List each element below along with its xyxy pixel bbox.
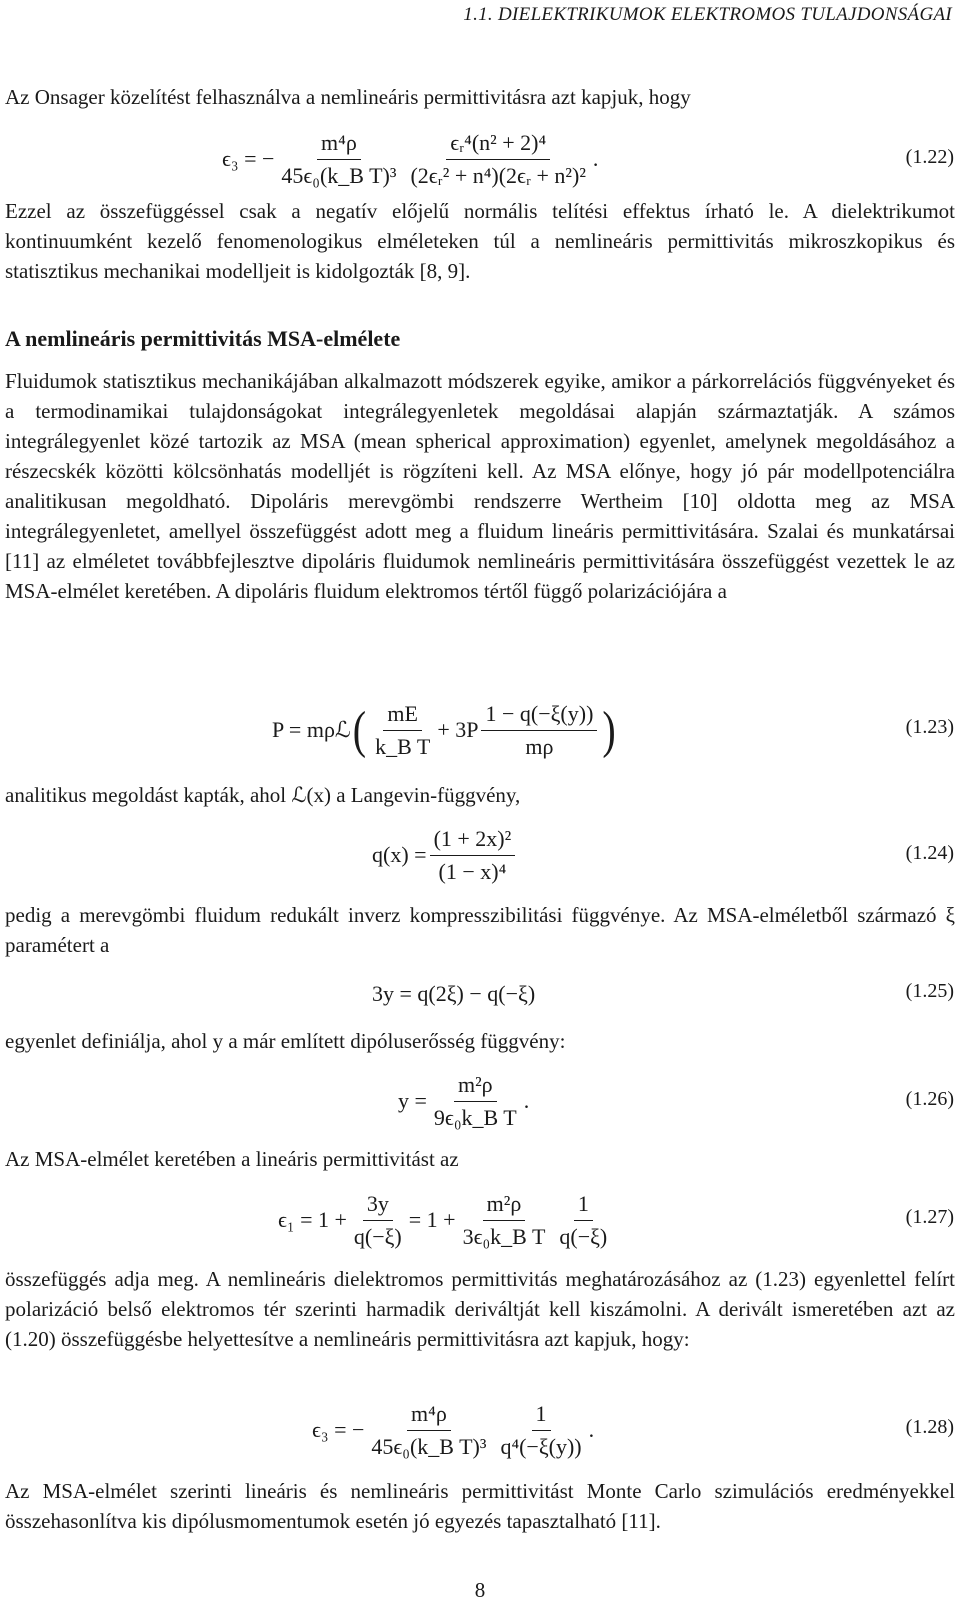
- eq22-number: (1.22): [905, 146, 954, 168]
- equation-1-23: [0, 692, 960, 768]
- eq27-f2-denominator: 3ϵ₀k_B T: [462, 1223, 546, 1249]
- eq27-mid: = 1 +: [408, 1207, 456, 1232]
- eq27-f1-numerator: 3y: [363, 1190, 393, 1221]
- eq23-lhs: P = mρℒ: [272, 717, 351, 742]
- eq23-f1-numerator: mE: [383, 700, 422, 731]
- eq26-number: (1.26): [905, 1088, 954, 1110]
- eq27-f1-denominator: q(−ξ): [353, 1223, 402, 1249]
- equation-1-25: [0, 976, 960, 1012]
- paragraph-telites: Ezzel az összefüggéssel csak a negatív előjelű normális telítési effektus írható le. A dielektrikumot kontinuumként kezelő fenomenologikus elméleteken túl a nemlineáris permittivitás mikroszkopikus és statisztikus mechanikai modelljeit is kidolgozták [8, 9].: [5, 199, 955, 283]
- eq22-fraction-2: [406, 129, 589, 190]
- eq27-f3-denominator: q(−ξ): [559, 1223, 608, 1249]
- equation-1-27: [0, 1184, 960, 1256]
- eq28-fraction-1: [367, 1400, 490, 1461]
- eq26-fraction: [430, 1071, 521, 1132]
- eq24-numerator: (1 + 2x)²: [430, 825, 516, 856]
- paragraph-langevin: analitikus megoldást kapták, ahol ℒ(x) a Langevin-függvény,: [5, 783, 521, 807]
- eq22-tail: .: [592, 146, 599, 171]
- eq28-f2-denominator: q⁴(−ξ(y)): [500, 1433, 582, 1459]
- eq27-fraction-3: [555, 1190, 611, 1251]
- eq26-numerator: m²ρ: [454, 1071, 497, 1102]
- running-head: 1.1. DIELEKTRIKUMOK ELEKTROMOS TULAJDONSÁGAI: [463, 4, 952, 25]
- eq23-f2-denominator: mρ: [525, 733, 554, 759]
- section-heading: A nemlineáris permittivitás MSA-elmélete: [5, 326, 401, 351]
- eq23-mid: + 3P: [437, 717, 479, 742]
- eq28-f1-numerator: m⁴ρ: [407, 1400, 451, 1431]
- paragraph-linearis: Az MSA-elmélet keretében a lineáris permittivitást az: [5, 1147, 459, 1171]
- eq26-lhs: y =: [398, 1088, 427, 1113]
- eq22-f1-numerator: m⁴ρ: [317, 129, 361, 160]
- eq26-denominator: 9ϵ₀k_B T: [433, 1104, 517, 1130]
- eq28-fraction-2: [496, 1400, 585, 1461]
- equation-1-26: [0, 1066, 960, 1136]
- eq26-tail: .: [523, 1088, 530, 1113]
- eq27-f2-numerator: m²ρ: [483, 1190, 526, 1221]
- eq23-f1-denominator: k_B T: [375, 733, 431, 759]
- eq27-fraction-1: [350, 1190, 406, 1251]
- eq28-tail: .: [588, 1417, 595, 1442]
- eq24-lhs: q(x) =: [372, 842, 427, 867]
- eq25-body: 3y = q(2ξ) − q(−ξ): [372, 981, 536, 1006]
- eq28-f1-denominator: 45ϵ₀(k_B T)³: [371, 1433, 487, 1459]
- paragraph-derivalt: összefüggés adja meg. A nemlineáris dielektromos permittivitás meghatározásához az (1.23) egyenlettel felírt polarizáció belső elektromos tér szerinti harmadik deriváltját kell kiszámolni. A derivált ismeretében azt az (1.20) összefüggésbe helyettesítve a nemlineáris permittivitásra azt kapjuk, hogy:: [5, 1267, 955, 1351]
- eq27-f3-numerator: 1: [574, 1190, 593, 1221]
- eq23-number: (1.23): [905, 716, 954, 738]
- paragraph-intro: Az Onsager közelítést felhasználva a nemlineáris permittivitásra azt kapjuk, hogy: [5, 85, 691, 109]
- eq23-fraction-2: [481, 700, 597, 761]
- paragraph-montecarlo: Az MSA-elmélet szerinti lineáris és nemlineáris permittivitást Monte Carlo szimulációs eredményekkel összehasonlítva kis dipólusmomentumok esetén jó egyezés tapasztalható [11].: [5, 1479, 955, 1533]
- paragraph-kompressz: pedig a merevgömbi fluidum redukált inverz kompresszibilitási függvénye. Az MSA-elméletből származó ξ paramétert a: [5, 903, 955, 957]
- paragraph-msa: Fluidumok statisztikus mechanikájában alkalmazott módszerek egyike, amikor a párkorrelációs függvényeket és a termodinamikai tulajdonságokat integrálegyenletek megoldásai alapján származtatják. A számos integrálegyenlet közé tartozik az MSA (mean spherical approximation) egyenlet, amelynek megoldásához a részecskék közötti kölcsönhatás modelljét is rögzíteni kell. Az MSA előnye, hogy jó pár modellpotenciálra analitikusan megoldható. Dipoláris merevgömbi rendszerre Wertheim [10] oldotta meg az MSA integrálegyenletet, amellyel összefüggést adott meg a fluidum lineáris permittivitására. Szalai és munkatársai [11] az elméletet továbbfejlesztve dipoláris fluidumok nemlineáris permittivitására összefüggést vezettek le az MSA-elmélet keretében. A dipoláris fluidum elektromos tértől függő polarizációjára a: [5, 369, 955, 603]
- eq22-fraction-1: [277, 129, 400, 190]
- eq23-fraction-1: [371, 700, 434, 761]
- eq28-lhs: ϵ₃ = −: [312, 1417, 365, 1442]
- equation-1-24: [0, 820, 960, 890]
- eq23-f2-numerator: 1 − q(−ξ(y)): [481, 700, 597, 731]
- eq22-lhs: ϵ₃ = −: [222, 146, 275, 171]
- eq23-right-paren: ): [602, 700, 616, 759]
- eq28-number: (1.28): [905, 1416, 954, 1438]
- eq22-f2-numerator: ϵᵣ⁴(n² + 2)⁴: [446, 129, 550, 160]
- eq23-left-paren: (: [352, 700, 367, 759]
- equation-1-28: [0, 1394, 960, 1466]
- equation-1-22: [0, 124, 960, 194]
- page-number: 8: [474, 1578, 486, 1602]
- eq27-lhs: ϵ₁ = 1 +: [278, 1207, 347, 1232]
- paragraph-dipolus: egyenlet definiálja, ahol y a már említett dipóluserősség függvény:: [5, 1029, 566, 1053]
- eq24-denominator: (1 − x)⁴: [438, 858, 507, 884]
- eq28-f2-numerator: 1: [532, 1400, 551, 1431]
- eq24-fraction: [430, 825, 516, 886]
- eq22-f2-denominator: (2ϵᵣ² + n⁴)(2ϵᵣ + n²)²: [410, 162, 586, 188]
- eq22-f1-denominator: 45ϵ₀(k_B T)³: [281, 162, 397, 188]
- eq25-number: (1.25): [905, 980, 954, 1002]
- eq24-number: (1.24): [905, 842, 954, 864]
- eq27-number: (1.27): [905, 1206, 954, 1228]
- eq27-fraction-2: [459, 1190, 550, 1251]
